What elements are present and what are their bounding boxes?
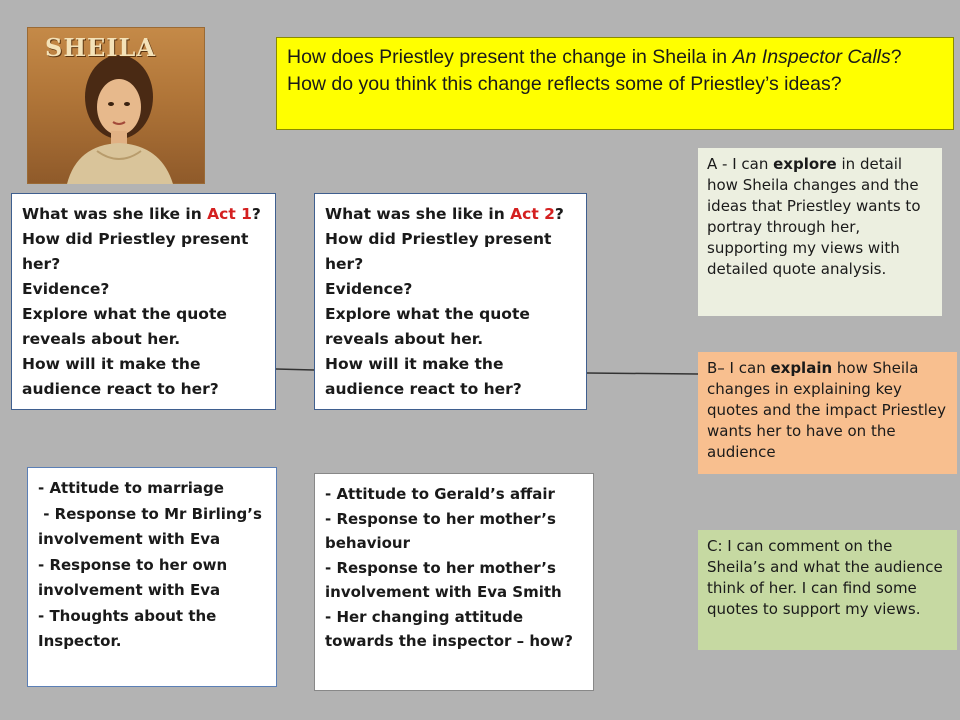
criteria-a bbox=[698, 148, 942, 316]
act1-heading-prefix: What was she like in bbox=[22, 205, 208, 223]
sheila-portrait bbox=[27, 27, 205, 184]
criteria-c bbox=[698, 530, 957, 650]
criteria-b-text: how Sheila changes in explaining key quotes and the impact Priestley wants her to have on the audience bbox=[707, 359, 946, 461]
act2-heading-prefix: What was she like in bbox=[325, 205, 511, 223]
question-text-part1: How does Priestley present the change in Sheila in bbox=[287, 46, 733, 68]
act2-line: How will it make the audience react to her? bbox=[325, 355, 522, 398]
question-banner bbox=[276, 37, 954, 130]
act1-line: How will it make the audience react to her? bbox=[22, 355, 219, 398]
act1-topics-list bbox=[27, 467, 277, 687]
act1-line: Explore what the quote reveals about her. bbox=[22, 305, 227, 348]
act2-label: Act 2 bbox=[510, 205, 555, 223]
act2-topics-list bbox=[314, 473, 594, 691]
question-text-part2: ? How do you think this change reflects some of Priestley’s ideas? bbox=[287, 46, 902, 95]
act2-line: Explore what the quote reveals about her. bbox=[325, 305, 530, 348]
criteria-a-text: in detail how Sheila changes and the ideas that Priestley wants to portray through her, supporting my views with detailed quote analysis. bbox=[707, 155, 921, 278]
act1-heading bbox=[22, 202, 265, 227]
portrait-title: SHEILA bbox=[45, 33, 157, 62]
act1-line: Evidence? bbox=[22, 280, 110, 298]
list-item: - Response to her mother’s involvement with Eva Smith bbox=[325, 558, 562, 601]
act1-line: How did Priestley present her? bbox=[22, 230, 249, 273]
list-item: - Attitude to marriage bbox=[38, 479, 224, 497]
list-item: - Thoughts about the Inspector. bbox=[38, 606, 217, 650]
act1-prompt-box bbox=[11, 193, 276, 410]
act1-heading-suffix: ? bbox=[251, 205, 261, 223]
act1-label: Act 1 bbox=[207, 205, 252, 223]
act2-line: Evidence? bbox=[325, 280, 413, 298]
list-item: - Response to her own involvement with Eva bbox=[38, 555, 228, 599]
act2-prompt-box bbox=[314, 193, 587, 410]
criteria-b-prefix: B– I can bbox=[707, 359, 771, 377]
criteria-a-prefix: A - I can bbox=[707, 155, 774, 173]
list-item: - Response to Mr Birling’s involvement with Eva bbox=[38, 504, 268, 548]
list-item: - Response to her mother’s behaviour bbox=[325, 509, 556, 552]
criteria-a-keyword: explore bbox=[773, 155, 837, 173]
list-item: - Attitude to Gerald’s affair bbox=[325, 485, 555, 503]
criteria-c-text: C: I can comment on the Sheila’s and what the audience think of her. I can find some quotes to support my views. bbox=[707, 537, 943, 618]
act2-line: How did Priestley present her? bbox=[325, 230, 552, 273]
play-title: An Inspector Calls bbox=[732, 46, 891, 68]
act2-heading-suffix: ? bbox=[554, 205, 564, 223]
act2-heading bbox=[325, 202, 576, 227]
list-item: - Her changing attitude towards the inspector – how? bbox=[325, 607, 573, 650]
criteria-b bbox=[698, 352, 957, 474]
criteria-b-keyword: explain bbox=[770, 359, 833, 377]
